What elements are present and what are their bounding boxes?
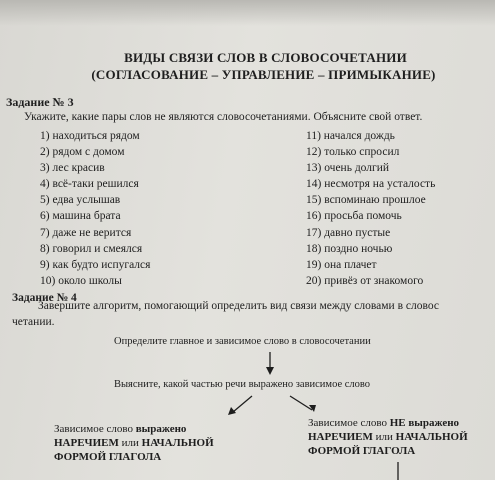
list-item: 4) всё-таки решился (40, 178, 139, 191)
branch-right-line1-bold: НЕ выражено (389, 417, 460, 429)
branch-left-line2-bold-b: НАЧАЛЬНОЙ (141, 437, 214, 449)
task4-heading: Задание № 4 (12, 292, 77, 304)
branch-left-line2: или (121, 437, 142, 449)
task4-instruction-line1: Завершите алгоритм, помогающий определить вид связи между словами в словос (38, 300, 439, 312)
branch-right-line2: или (375, 431, 396, 443)
branch-right-line3: ФОРМОЙ ГЛАГОЛА (308, 445, 416, 457)
list-item: 1) находиться рядом (40, 130, 140, 142)
list-item: 15) вспоминаю прошлое (306, 194, 426, 207)
list-item: 14) несмотря на усталость (306, 178, 436, 191)
list-item: 11) начался дождь (306, 130, 395, 142)
list-item: 7) даже не верится (40, 226, 132, 239)
branch-right-line2-bold-b: НАЧАЛЬНОЙ (395, 431, 468, 443)
algorithm-step-2: Выясните, какой частью речи выражено зависимое слово (114, 379, 371, 390)
list-item: 9) как будто испугался (40, 258, 151, 271)
list-item: 16) просьба помочь (306, 210, 402, 223)
list-item: 10) около школы (40, 274, 122, 287)
list-item: 6) машина брата (40, 210, 121, 223)
list-item: 3) лес красив (40, 162, 105, 175)
task3-heading: Задание № 3 (6, 95, 74, 109)
list-item: 17) давно пустые (306, 226, 391, 239)
branch-left-text (54, 422, 214, 464)
branch-left-line3: ФОРМОЙ ГЛАГОЛА (54, 451, 162, 463)
branch-right-line1: Зависимое слово (308, 417, 390, 429)
branch-left-line2-bold-a: НАРЕЧИЕМ (54, 437, 122, 449)
list-item: 19) она плачет (306, 258, 377, 271)
list-item: 8) говорил и смеялся (40, 242, 143, 255)
arrow-left-icon (233, 396, 252, 412)
branch-left-line1: Зависимое слово (54, 423, 136, 435)
arrow-right-icon (290, 396, 312, 410)
page-subtitle: (СОГЛАСОВАНИЕ – УПРАВЛЕНИЕ – ПРИМЫКАНИЕ) (91, 67, 436, 82)
branch-right-text (308, 416, 468, 458)
task4-instruction-line2: четании. (12, 316, 55, 328)
list-item: 2) рядом с домом (40, 146, 125, 159)
page-title: ВИДЫ СВЯЗИ СЛОВ В СЛОВОСОЧЕТАНИИ (124, 50, 407, 65)
task3-instruction: Укажите, какие пары слов не являются словосочетаниями. Объясните свой ответ. (24, 111, 423, 123)
list-item: 20) привёз от знакомого (306, 274, 424, 287)
list-item: 5) едва услышав (40, 194, 121, 207)
list-item: 12) только спросил (306, 146, 400, 159)
branch-left-line1-bold: выражено (135, 423, 187, 435)
branch-right-line2-bold-a: НАРЕЧИЕМ (308, 431, 376, 443)
list-item: 13) очень долгий (306, 162, 390, 175)
list-item: 18) поздно ночью (306, 242, 393, 255)
algorithm-step-1: Определите главное и зависимое слово в словосочетании (114, 336, 371, 347)
